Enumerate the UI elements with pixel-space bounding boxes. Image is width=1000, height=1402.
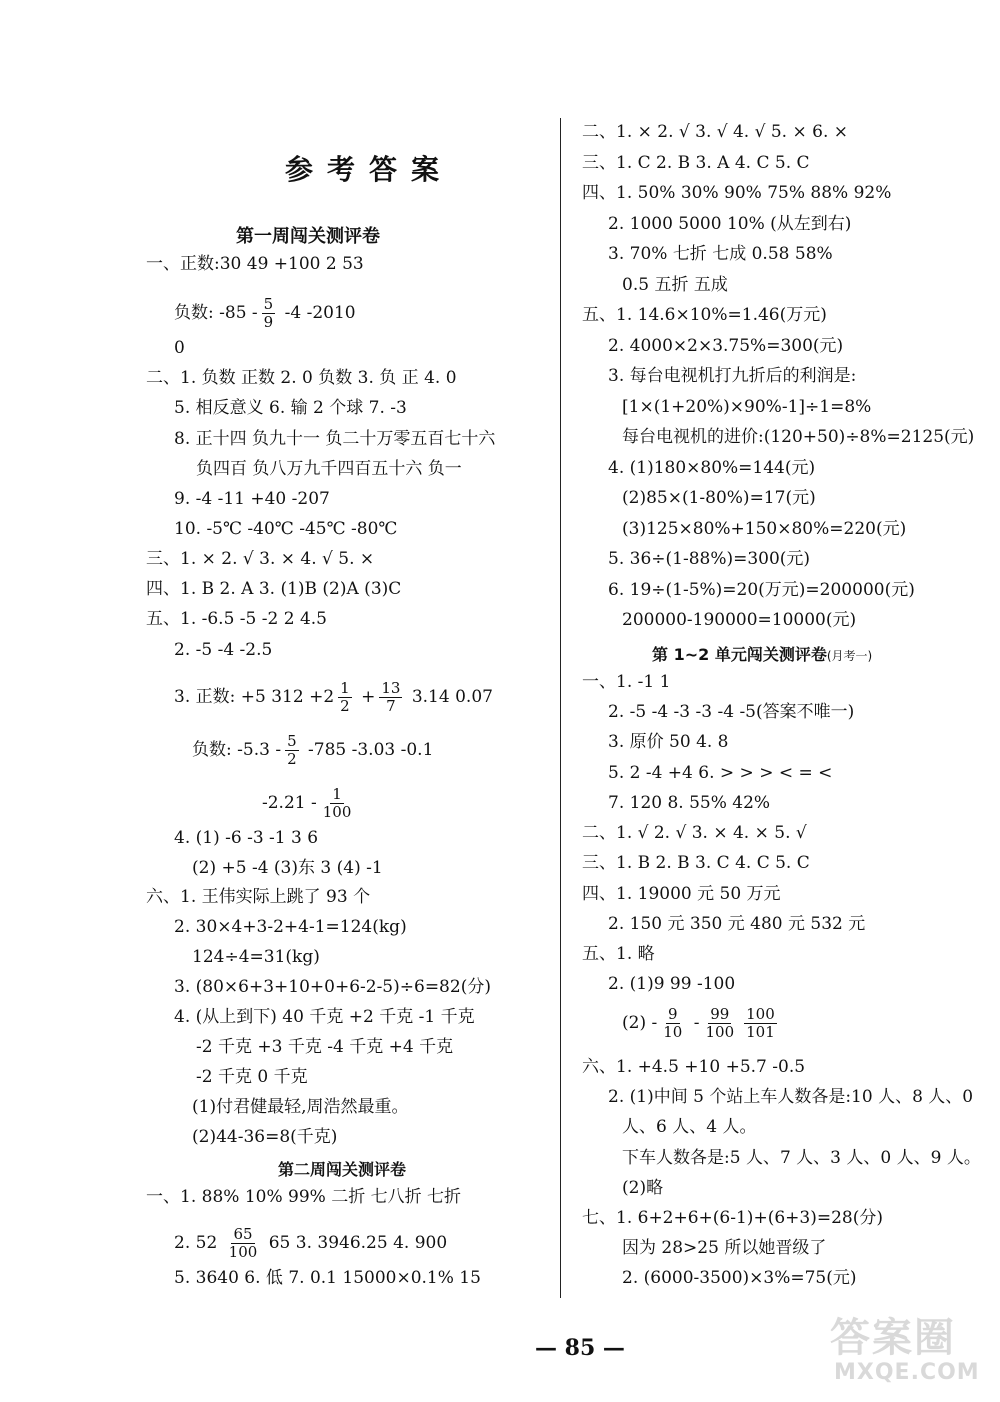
unit-test-title-text: 第 1~2 单元闯关测评卷	[652, 645, 827, 664]
answer-line	[262, 786, 357, 821]
answer-text: 正数:30 49 +100 2 53	[180, 254, 364, 274]
answer-text: +	[355, 687, 376, 707]
section-number: 三、	[582, 153, 616, 173]
section-number: 一、	[146, 254, 180, 274]
denominator: 100	[322, 803, 352, 821]
denominator: 9	[263, 313, 274, 331]
page-number: — 85 —	[535, 1335, 625, 1361]
denominator: 101	[746, 1023, 775, 1041]
answer-line: (2)44-36=8(千克)	[192, 1127, 338, 1147]
answer-text: 1. 19000 元 50 万元	[616, 884, 781, 904]
answer-text: 1. 王伟实际上跳了 93 个	[180, 887, 371, 907]
answer-line	[582, 853, 810, 873]
column-divider	[560, 118, 561, 1298]
answer-line: 5. 2 -4 +4 6. > > > < = <	[608, 763, 833, 783]
watermark-text: 答案圈	[830, 1315, 956, 1361]
answer-line: 0	[174, 338, 185, 358]
answer-line: 2. (6000-3500)×3%=75(元)	[622, 1268, 857, 1288]
numerator: 65	[233, 1225, 253, 1243]
answer-line: (3)125×80%+150×80%=220(元)	[622, 519, 907, 539]
section-number: 一、	[146, 1187, 180, 1207]
answer-text: 1. -6.5 -5 -2 2 4.5	[180, 609, 327, 629]
answer-line	[174, 296, 356, 331]
answer-line	[582, 122, 848, 142]
section-number: 六、	[582, 1057, 616, 1077]
answer-text: -785 -3.03 -0.1	[302, 740, 434, 760]
numerator: 9	[668, 1005, 678, 1023]
week1-title: 第一周闯关测评卷	[236, 226, 380, 247]
answer-line	[146, 579, 401, 599]
unit-test-title	[652, 642, 872, 665]
answer-line	[174, 680, 493, 715]
denominator: 10	[663, 1023, 683, 1041]
answer-text: 1. × 2. √ 3. × 4. √ 5. ×	[180, 549, 375, 569]
answer-line	[582, 1208, 883, 1228]
section-number: 六、	[146, 887, 180, 907]
fraction	[262, 296, 276, 331]
answer-line	[146, 887, 370, 907]
answer-line	[146, 368, 457, 388]
answer-line: 6. 19÷(1-5%)=20(万元)=200000(元)	[608, 580, 915, 600]
answer-line: 3. 70% 七折 七成 0.58 58%	[608, 244, 833, 264]
answer-line: (2)略	[622, 1178, 664, 1198]
section-number: 二、	[146, 368, 180, 388]
denominator: 2	[287, 750, 297, 768]
answer-text: -2.21 -	[262, 793, 317, 813]
answer-line: 9. -4 -11 +40 -207	[174, 489, 330, 509]
denominator: 100	[228, 1243, 258, 1261]
answer-line: 4. (从上到下) 40 千克 +2 千克 -1 千克	[174, 1007, 475, 1027]
answer-line: 7. 120 8. 55% 42%	[608, 793, 771, 813]
watermark-url: MXQE.COM	[834, 1360, 980, 1385]
answer-text: 1. C 2. B 3. A 4. C 5. C	[616, 153, 810, 173]
answer-line: [1×(1+20%)×90%-1]÷1=8%	[622, 397, 872, 417]
section-number: 五、	[582, 944, 616, 964]
answer-text: 3. 正数: +5 312 +2	[174, 687, 335, 707]
page-title: 参考答案	[285, 153, 454, 186]
answer-text: -	[688, 1013, 700, 1033]
answer-line: 8. 正十四 负九十一 负二十万零五百七十六	[174, 429, 496, 449]
answer-line: 4. (1)180×80%=144(元)	[608, 458, 816, 478]
answer-text: 1. B 2. B 3. C 4. C 5. C	[616, 853, 810, 873]
answer-line	[582, 884, 781, 904]
answer-text: (2) -	[622, 1013, 658, 1033]
week2-title: 第二周闯关测评卷	[278, 1160, 407, 1179]
answer-line	[582, 1057, 805, 1077]
answer-text: 1. × 2. √ 3. √ 4. √ 5. × 6. ×	[616, 122, 848, 142]
answer-line: 人、6 人、4 人。	[622, 1117, 757, 1137]
denominator: 100	[705, 1023, 735, 1041]
answer-line	[582, 823, 807, 843]
fraction	[285, 733, 299, 768]
answer-line: 2. (1)9 99 -100	[608, 974, 736, 994]
answer-text: 负数: -5.3 -	[192, 740, 282, 760]
answer-line: 5. 相反意义 6. 输 2 个球 7. -3	[174, 398, 407, 418]
fraction	[338, 680, 352, 715]
answer-line: 0.5 五折 五成	[622, 275, 728, 295]
fraction	[744, 1006, 777, 1041]
fraction	[661, 1006, 684, 1041]
answer-line: 10. -5℃ -40℃ -45℃ -80℃	[174, 519, 398, 539]
answer-text: 1. 14.6×10%=1.46(万元)	[616, 305, 827, 325]
numerator: 99	[710, 1005, 730, 1023]
answer-line: 每台电视机的进价:(120+50)÷8%=2125(元)	[622, 427, 975, 447]
answer-line: 2. -5 -4 -2.5	[174, 640, 273, 660]
section-number: 二、	[582, 823, 616, 843]
answer-line: 3. 原价 50 4. 8	[608, 732, 729, 752]
answer-line	[582, 305, 827, 325]
answer-line	[582, 153, 810, 173]
numerator: 1	[340, 679, 350, 697]
numerator: 5	[263, 295, 274, 313]
denominator: 7	[386, 697, 396, 715]
answer-line: 4. (1) -6 -3 -1 3 6	[174, 828, 319, 848]
section-number: 五、	[582, 305, 616, 325]
answer-text: 1. B 2. A 3. (1)B (2)A (3)C	[180, 579, 402, 599]
section-number: 一、	[582, 672, 616, 692]
answer-text: 1. 88% 10% 99% 二折 七八折 七折	[180, 1187, 461, 1207]
answer-line	[582, 672, 670, 692]
answer-line	[582, 183, 891, 203]
answer-line: 3. (80×6+3+10+0+6-2-5)÷6=82(分)	[174, 977, 491, 997]
numerator: 100	[746, 1005, 775, 1023]
fraction	[321, 786, 354, 821]
numerator: 1	[332, 785, 342, 803]
answer-line: 负四百 负八万九千四百五十六 负一	[196, 459, 462, 479]
section-number: 四、	[146, 579, 180, 599]
section-number: 五、	[146, 609, 180, 629]
answer-line: -2 千克 0 千克	[196, 1067, 308, 1087]
section-number: 四、	[582, 183, 616, 203]
answer-line: 2. 30×4+3-2+4-1=124(kg)	[174, 917, 407, 937]
answer-line: -2 千克 +3 千克 -4 千克 +4 千克	[196, 1037, 454, 1057]
answer-text: 1. 略	[616, 944, 655, 964]
watermark-logo	[820, 1302, 990, 1392]
answer-text: 3.14 0.07	[406, 687, 493, 707]
answer-line: 5. 3640 6. 低 7. 0.1 15000×0.1% 15	[174, 1268, 481, 1288]
answer-line	[146, 609, 327, 629]
fraction	[703, 1006, 736, 1041]
answer-line: 2. 4000×2×3.75%=300(元)	[608, 336, 844, 356]
answer-text: 1. +4.5 +10 +5.7 -0.5	[616, 1057, 806, 1077]
answer-text: 1. √ 2. √ 3. × 4. × 5. √	[616, 823, 807, 843]
answer-line	[146, 549, 374, 569]
answer-text: -4 -2010	[279, 303, 356, 323]
section-number: 四、	[582, 884, 616, 904]
answer-line: 因为 28>25 所以她晋级了	[622, 1238, 827, 1258]
section-number: 三、	[582, 853, 616, 873]
answer-line: 2. -5 -4 -3 -3 -4 -5(答案不唯一)	[608, 702, 855, 722]
section-number: 七、	[582, 1208, 616, 1228]
answer-text: 1. -1 1	[616, 672, 671, 692]
answer-line	[146, 1187, 461, 1207]
answer-text: 1. 6+2+6+(6-1)+(6+3)=28(分)	[616, 1208, 883, 1228]
section-number: 三、	[146, 549, 180, 569]
answer-line	[622, 1006, 781, 1041]
fraction	[379, 680, 402, 715]
answer-line	[174, 1226, 447, 1261]
denominator: 2	[340, 697, 350, 715]
answer-line: (2) +5 -4 (3)东 3 (4) -1	[192, 858, 383, 878]
answer-line	[146, 254, 364, 274]
answer-text: 2. 52	[174, 1233, 223, 1253]
answer-line: 5. 36÷(1-88%)=300(元)	[608, 549, 811, 569]
answer-line: 3. 每台电视机打九折后的利润是:	[608, 366, 857, 386]
numerator: 13	[381, 679, 401, 697]
answer-text: 65 3. 3946.25 4. 900	[263, 1233, 448, 1253]
answer-text: 1. 50% 30% 90% 75% 88% 92%	[616, 183, 892, 203]
section-number: 二、	[582, 122, 616, 142]
fraction	[227, 1226, 260, 1261]
answer-line: 124÷4=31(kg)	[192, 947, 320, 967]
answer-text: 1. 负数 正数 2. 0 负数 3. 负 正 4. 0	[180, 368, 457, 388]
answer-line: (1)付君健最轻,周浩然最重。	[192, 1097, 409, 1117]
unit-test-note: (月考一)	[826, 649, 873, 663]
answer-line	[192, 733, 433, 768]
answer-line: 2. 1000 5000 10% (从左到右)	[608, 214, 852, 234]
answer-line	[582, 944, 655, 964]
answer-line: (2)85×(1-80%)=17(元)	[622, 488, 816, 508]
numerator: 5	[287, 732, 297, 750]
answer-line: 2. 150 元 350 元 480 元 532 元	[608, 914, 866, 934]
answer-line: 200000-190000=10000(元)	[622, 610, 857, 630]
answer-text: 负数: -85 -	[174, 303, 258, 323]
answer-line: 2. (1)中间 5 个站上车人数各是:10 人、8 人、0	[608, 1087, 974, 1107]
answer-line: 下车人数各是:5 人、7 人、3 人、0 人、9 人。	[622, 1148, 981, 1168]
